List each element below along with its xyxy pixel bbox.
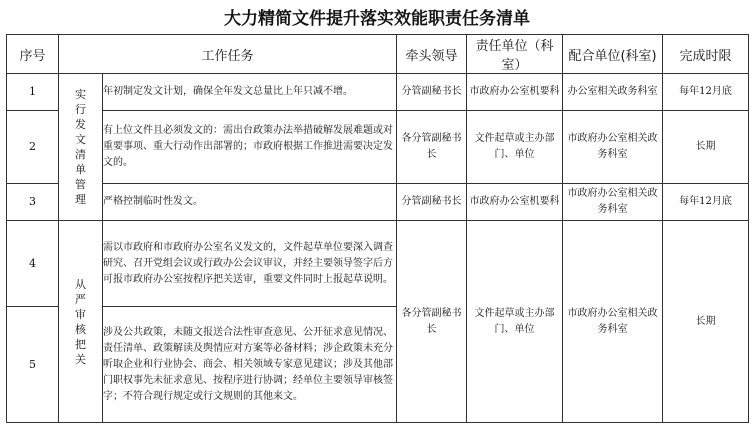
header-seq: 序号 (7, 35, 59, 74)
deadline-cell: 每年12月底 (663, 184, 749, 221)
coop-cell: 市政府办公室相关政务科室 (563, 111, 663, 184)
unit-cell: 市政府办公室机要科 (467, 74, 563, 111)
lead-cell: 各分管副秘书长 (397, 111, 467, 184)
table-row (7, 221, 749, 307)
header-deadline: 完成时限 (663, 35, 749, 74)
lead-cell: 分管副秘书长 (397, 184, 467, 221)
task-table (6, 34, 749, 423)
lead-cell: 各分管副秘书长 (397, 221, 467, 423)
task-text: 需以市政府和市政府办公室名义发文的，文件起草单位要深入调查研究、召开党组会议或行政办公会议审议，并经主要领导签字后方可报市政府办公室按程序把关送审，重要文件同时上报起草说明。 (103, 221, 397, 307)
table-row (7, 184, 749, 221)
task-text: 有上位文件且必须发文的：需出台政策办法举措破解发展难题或对重要事项、重大行动作出部署的；市政府根据工作推进需要决定发文的。 (103, 111, 397, 184)
deadline-cell: 每年12月底 (663, 74, 749, 111)
header-task: 工作任务 (59, 35, 397, 74)
row-seq: 3 (7, 184, 59, 221)
table-row (7, 111, 749, 184)
row-seq: 5 (7, 307, 59, 423)
lead-cell: 分管副秘书长 (397, 74, 467, 111)
group-label-strict-review: 从严审核把关 (59, 221, 103, 423)
header-lead: 牵头领导 (397, 35, 467, 74)
coop-cell: 市政府办公室相关政务科室 (563, 184, 663, 221)
header-unit: 责任单位（科室） (467, 35, 563, 74)
table-row (7, 74, 749, 111)
header-coop: 配合单位(科室) (563, 35, 663, 74)
task-text: 涉及公共政策，未随文报送合法性审查意见、公开征求意见情况、责任清单、政策解读及舆情应对方案等必备材料；涉企政策未充分听取企业和行业协会、商会、相关领域专家意见建议；涉及其他部门职权事先未征求意见、按程序进行协调；经单位主要领导审核签字；不符合现行规定或行文规则的其他来文。 (103, 307, 397, 423)
unit-cell: 文件起草或主办部门、单位 (467, 111, 563, 184)
row-seq: 2 (7, 111, 59, 184)
deadline-cell: 长期 (663, 221, 749, 423)
task-text: 年初制定发文计划，确保全年发文总量比上年只减不增。 (103, 74, 397, 111)
task-text: 严格控制临时性发文。 (103, 184, 397, 221)
unit-cell: 文件起草或主办部门、单位 (467, 221, 563, 423)
group-label-issue-list: 实行发文清单管理 (59, 74, 103, 221)
coop-cell: 办公室相关政务科室 (563, 74, 663, 111)
unit-cell: 市政府办公室机要科 (467, 184, 563, 221)
coop-cell: 市政府办公室相关政务科室 (563, 221, 663, 423)
page-title: 大力精简文件提升落实效能职责任务清单 (224, 9, 530, 29)
deadline-cell: 长期 (663, 111, 749, 184)
row-seq: 4 (7, 221, 59, 307)
table-header-row (7, 35, 749, 74)
row-seq: 1 (7, 74, 59, 111)
